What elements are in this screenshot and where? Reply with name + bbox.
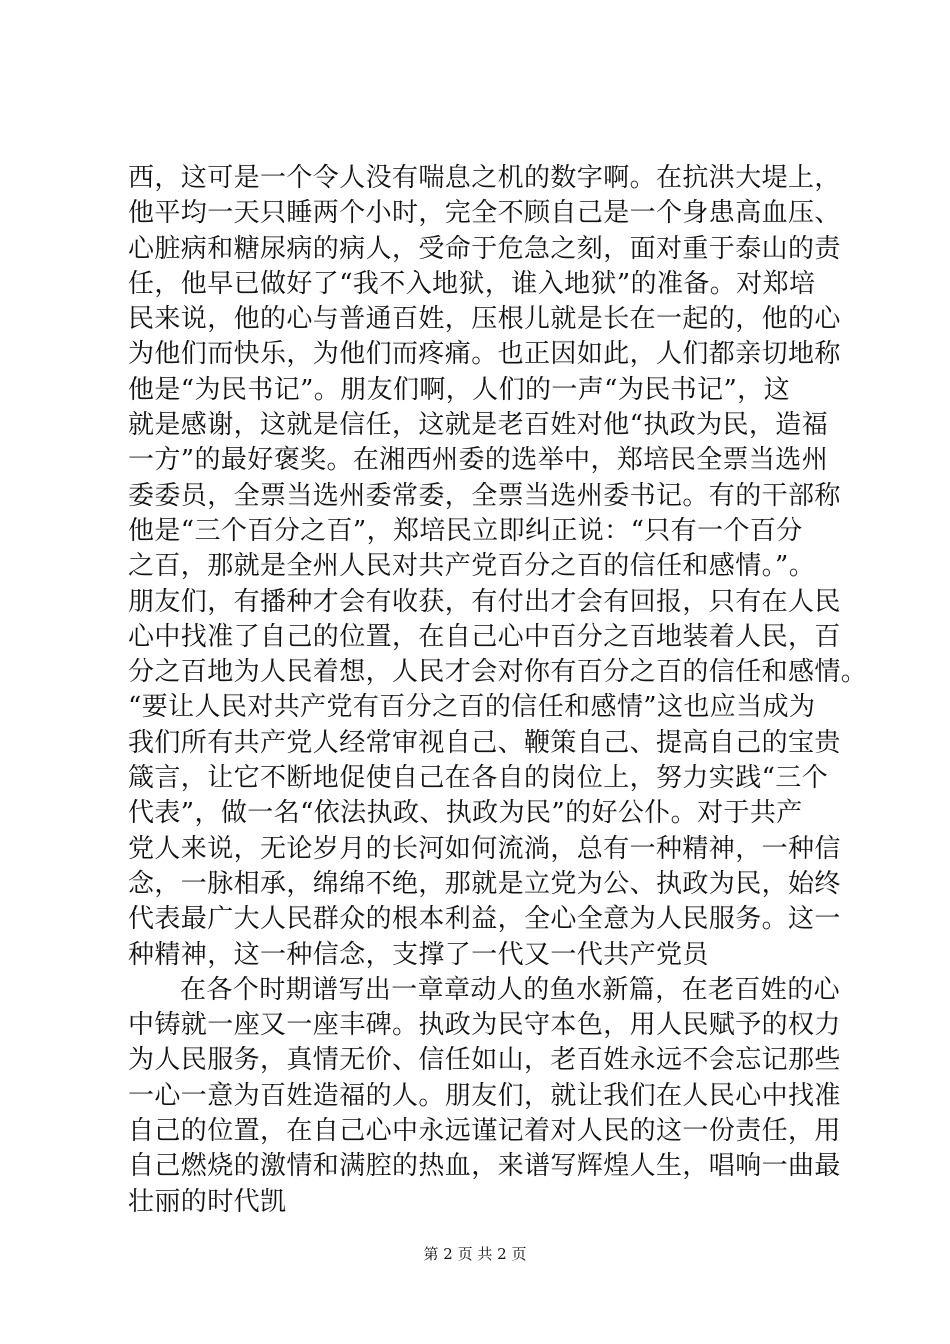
text-line: 心脏病和糖尿病的病人，受命于危急之刻，面对重于泰山的责 bbox=[128, 233, 841, 264]
text-line: 种精神，这一种信念，支撑了一代又一代共产党员 bbox=[128, 939, 709, 970]
text-line: “要让人民对共产党有百分之百的信任和感情”这也应当成为 bbox=[128, 692, 816, 723]
paragraph-start-line: 在各个时期谱写出一章章动人的鱼水新篇，在老百姓的心 bbox=[180, 974, 841, 1005]
text-line: 民来说，他的心与普通百姓，压根儿就是长在一起的，他的心 bbox=[128, 304, 841, 335]
text-line: 一心一意为百姓造福的人。朋友们，就让我们在人民心中找准 bbox=[128, 1080, 841, 1111]
body-text bbox=[128, 161, 868, 1220]
page-number-label: 第 2 页 共 2 页 bbox=[423, 1245, 527, 1263]
text-line: 我们所有共产党人经常审视自己、鞭策自己、提高自己的宝贵 bbox=[128, 727, 841, 758]
text-line: 心中找准了自己的位置，在自己心中百分之百地装着人民，百 bbox=[128, 621, 841, 652]
text-line: 委委员，全票当选州委常委，全票当选州委书记。有的干部称 bbox=[128, 480, 841, 511]
text-line: 代表”，做一名“依法执政、执政为民”的好公仆。对于共产 bbox=[128, 798, 803, 829]
text-line: 自己燃烧的激情和满腔的热血，来谱写辉煌人生，唱响一曲最 bbox=[128, 1151, 841, 1182]
text-line: 西，这可是一个令人没有喘息之机的数字啊。在抗洪大堤上， bbox=[128, 163, 841, 193]
text-line: 为他们而快乐，为他们而疼痛。也正因如此，人们都亲切地称 bbox=[128, 339, 841, 370]
text-line: 任，他早已做好了“我不入地狱，谁入地狱”的准备。对郑培 bbox=[128, 268, 816, 299]
text-line: 就是感谢，这就是信任，这就是老百姓对他“执政为民，造福 bbox=[128, 410, 829, 441]
text-line: 他是“三个百分之百”，郑培民立即纠正说：“只有一个百分 bbox=[128, 515, 803, 546]
text-line: 代表最广大人民群众的根本利益，全心全意为人民服务。这一 bbox=[128, 904, 841, 935]
text-line: 为人民服务，真情无价、信任如山，老百姓永远不会忘记那些 bbox=[128, 1045, 841, 1076]
text-line: 党人来说，无论岁月的长河如何流淌，总有一种精神，一种信 bbox=[128, 833, 841, 864]
text-line: 他平均一天只睡两个小时，完全不顾自己是一个身患高血压、 bbox=[128, 198, 841, 229]
text-line: 他是“为民书记”。朋友们啊，人们的一声“为民书记”，这 bbox=[128, 374, 790, 405]
text-line: 箴言，让它不断地促使自己在各自的岗位上，努力实践“三个 bbox=[128, 763, 829, 794]
text-line: 分之百地为人民着想，人民才会对你有百分之百的信任和感情。 bbox=[128, 657, 868, 688]
text-line: 念，一脉相承，绵绵不绝，那就是立党为公、执政为民，始终 bbox=[128, 868, 841, 899]
page-footer bbox=[0, 1244, 950, 1264]
text-line: 壮丽的时代凯 bbox=[128, 1186, 287, 1217]
text-line: 一方”的最好褒奖。在湘西州委的选举中，郑培民全票当选州 bbox=[128, 445, 829, 476]
text-line: 中铸就一座又一座丰碑。执政为民守本色，用人民赋予的权力 bbox=[128, 1010, 841, 1041]
text-line: 朋友们，有播种才会有收获，有付出才会有回报，只有在人民 bbox=[128, 586, 841, 617]
text-line: 之百，那就是全州人民对共产党百分之百的信任和感情。”。 bbox=[128, 551, 816, 582]
text-line: 自己的位置，在自己心中永远谨记着对人民的这一份责任，用 bbox=[128, 1116, 841, 1147]
